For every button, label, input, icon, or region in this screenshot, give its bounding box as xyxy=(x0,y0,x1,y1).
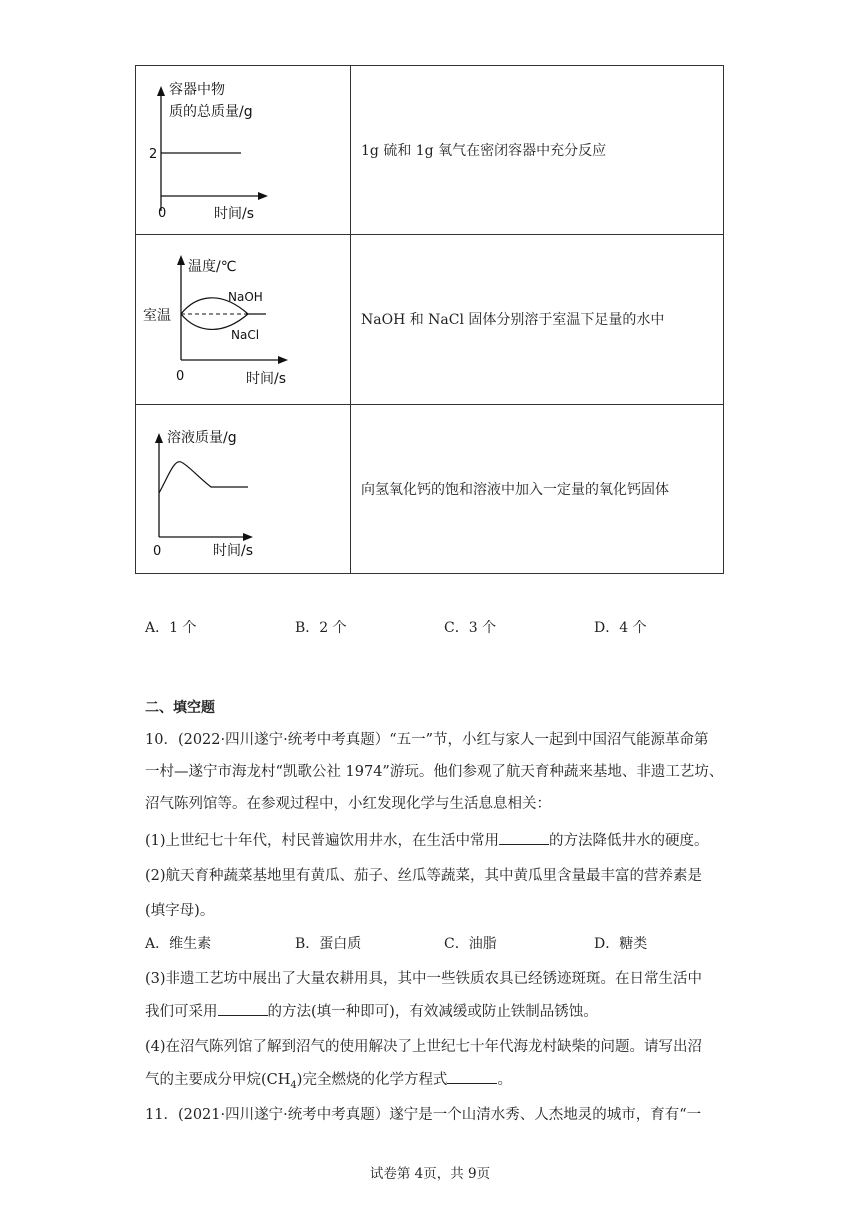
q10-part3-b xyxy=(145,1000,598,1021)
graph3-ylabel: 溶液质量/g xyxy=(167,429,237,446)
answer-blank-2[interactable] xyxy=(218,1001,268,1016)
q9-option-c: C．3 个 xyxy=(444,620,497,636)
graph2-room-temp: 室温 xyxy=(143,308,171,325)
q10-part4-text-c: 。 xyxy=(497,1072,512,1088)
q10-choice-d: D．糖类 xyxy=(594,936,648,952)
graph-temperature-cell xyxy=(136,235,351,404)
graph1-y-tick: 2 xyxy=(149,147,158,162)
graph1-origin: 0 xyxy=(158,206,167,221)
q9-option-a: A．1 个 xyxy=(145,620,197,636)
q10-part4: (4)在沼气陈列馆了解到沼气的使用解决了上世纪七十年代海龙村缺柴的问题。请写出沼 xyxy=(145,1039,703,1055)
q10-part1-text-a: (1)上世纪七十年代，村民普遍饮用井水，在生活中常用 xyxy=(145,833,500,849)
table-row xyxy=(136,404,724,573)
graph-solution-mass-cell xyxy=(136,404,351,573)
graph-mass-cell xyxy=(136,66,351,235)
q10-part2-b: (填字母)。 xyxy=(145,903,215,919)
q10-part4-text-a: 气的主要成分甲烷(CH xyxy=(145,1072,291,1088)
q11-line1: 11．(2021·四川遂宁·统考中考真题）遂宁是一个山清水秀、人杰地灵的城市，育有“一 xyxy=(145,1107,702,1123)
page-footer: 试卷第 4页，共 9页 xyxy=(369,1166,491,1182)
section-title: 二、填空题 xyxy=(145,700,215,716)
graph3-xlabel: 时间/s xyxy=(213,542,254,559)
solution-mass-time-graph xyxy=(136,405,350,575)
q10-part3-text-a: 我们可采用 xyxy=(145,1004,218,1020)
q10-part3: (3)非遗工艺坊中展出了大量农耕用具，其中一些铁质农具已经锈迹斑斑。在日常生活中 xyxy=(145,971,703,987)
row3-description: 向氢氧化钙的饱和溶液中加入一定量的氧化钙固体 xyxy=(351,404,724,573)
q10-part1 xyxy=(145,829,709,850)
graph2-curve-nacl: NaCl xyxy=(231,328,260,343)
graph2-ylabel: 温度/℃ xyxy=(188,259,237,276)
temperature-time-graph xyxy=(136,235,350,405)
question-table xyxy=(135,65,724,574)
row1-description: 1g 硫和 1g 氧气在密闭容器中充分反应 xyxy=(351,66,724,235)
q10-part4-b xyxy=(145,1068,512,1091)
graph2-curve-naoh: NaOH xyxy=(228,290,263,305)
q10-part4-text-b: )完全燃烧的化学方程式 xyxy=(296,1072,448,1088)
q10-part1-text-b: 的方法降低井水的硬度。 xyxy=(549,833,709,849)
q10-line1: 10．(2022·四川遂宁·统考中考真题）“五一”节，小红与家人一起到中国沼气能源革命第 xyxy=(145,732,709,748)
q10-choice-b: B．蛋白质 xyxy=(295,936,362,952)
q10-choice-a: A．维生素 xyxy=(145,936,212,952)
graph2-origin: 0 xyxy=(176,369,185,385)
q10-line2: 一村—遂宁市海龙村“凯歌公社 1974”游玩。他们参观了航天育种蔬来基地、非遗工艺坊、 xyxy=(145,764,724,780)
graph2-xlabel: 时间/s xyxy=(246,371,287,388)
table-row xyxy=(136,66,724,235)
q10-part2: (2)航天育种蔬菜基地里有黄瓜、茄子、丝瓜等蔬菜，其中黄瓜里含量最丰富的营养素是 xyxy=(145,868,703,884)
mass-time-graph xyxy=(136,66,350,234)
q10-line3: 沼气陈列馆等。在参观过程中，小红发现化学与生活息息相关： xyxy=(145,796,551,812)
graph1-ylabel-2: 质的总质量/g xyxy=(169,104,253,120)
graph3-origin: 0 xyxy=(153,543,162,559)
q10-part3-text-b: 的方法(填一种即可)，有效减缓或防止铁制品锈蚀。 xyxy=(267,1004,598,1020)
q9-option-b: B．2 个 xyxy=(295,620,347,636)
graph1-ylabel-1: 容器中物 xyxy=(169,82,225,98)
graph1-xlabel: 时间/s xyxy=(214,206,255,222)
table-row xyxy=(136,235,724,404)
answer-blank-3[interactable] xyxy=(447,1069,497,1084)
q10-choice-c: C．油脂 xyxy=(444,936,497,952)
row2-description: NaOH 和 NaCl 固体分别溶于室温下足量的水中 xyxy=(351,235,724,404)
q9-option-d: D．4 个 xyxy=(594,620,647,636)
subscript-4: 4 xyxy=(290,1079,297,1091)
answer-blank-1[interactable] xyxy=(499,830,549,845)
